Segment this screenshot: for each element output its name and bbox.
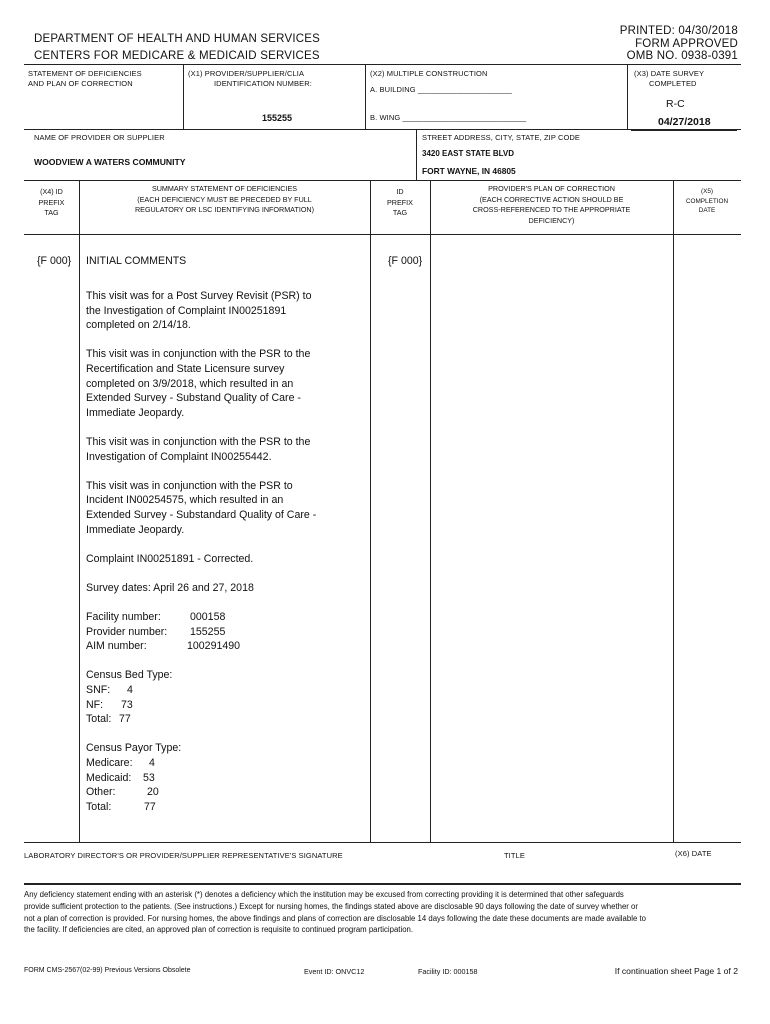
facility-id: Facility ID: 000158 xyxy=(418,967,478,976)
survey-completed-date: 04/27/2018 xyxy=(658,116,711,128)
payor-total-label: Total: xyxy=(86,800,112,813)
tag-prefix-left: {F 000} xyxy=(37,255,72,267)
aim-number-label: AIM number: xyxy=(86,640,147,653)
column-divider xyxy=(79,180,80,842)
provider-number-label: Provider number: xyxy=(86,625,168,638)
nf-value: 73 xyxy=(121,698,133,711)
divider xyxy=(183,64,184,129)
payor-total-value: 77 xyxy=(144,800,156,813)
medicaid-label: Medicaid: xyxy=(86,771,132,784)
building-label: A. BUILDING ______________________ xyxy=(370,85,512,94)
divider xyxy=(627,64,628,129)
facility-number-value: 000158 xyxy=(190,611,226,624)
snf-value: 4 xyxy=(127,684,133,697)
rule xyxy=(24,180,741,181)
id-numbers xyxy=(86,610,366,654)
omb-number: OMB NO. 0938-0391 xyxy=(626,50,738,62)
provider-name: WOODVIEW A WATERS COMMUNITY xyxy=(34,157,186,167)
rule xyxy=(24,234,741,235)
provider-number-value: 155255 xyxy=(190,625,226,638)
disclaimer: Any deficiency statement ending with an asterisk (*) denotes a deficiency which the institution may be excused from correcting providing it is determined that other safeguards provide sufficient protection to the patients. (See instructions.) Except for nursing homes, the findings stated above are disclosable 90 days following the date of survey whether or not a plan of correction is provided. For nursing homes, the above findings and plans of correction are disclosable 14 days following the date these documents are made available to the facility. If deficiencies are cited, an approved plan of correction is requisite to continued program participation. xyxy=(24,890,646,935)
provider-name-label: NAME OF PROVIDER OR SUPPLIER xyxy=(34,133,165,142)
address-label: STREET ADDRESS, CITY, STATE, ZIP CODE xyxy=(422,133,581,142)
signature-rule xyxy=(24,883,741,885)
nf-label: NF: xyxy=(86,698,104,711)
divider xyxy=(416,129,417,180)
section-heading: INITIAL COMMENTS xyxy=(86,255,187,267)
paragraph: This visit was in conjunction with the PSR to the Investigation of Complaint IN00255442. xyxy=(86,435,311,463)
census-bed-type xyxy=(86,668,366,726)
wing-label: B. WING _____________________________ xyxy=(370,113,527,122)
paragraph: This visit was in conjunction with the PSR to the Recertification and State Licensure survey completed on 3/9/2018, which resulted in an Extended Survey - Substand Quality of Care - Immediate Jeopardy. xyxy=(86,348,311,419)
signature-label: LABORATORY DIRECTOR'S OR PROVIDER/SUPPLIER REPRESENTATIVE'S SIGNATURE xyxy=(24,851,343,860)
x2-label: (X2) MULTIPLE CONSTRUCTION xyxy=(370,69,488,78)
column-divider xyxy=(430,180,431,842)
paragraph: Complaint IN00251891 - Corrected. xyxy=(86,552,254,565)
comments-body xyxy=(86,289,366,814)
title-label: TITLE xyxy=(504,851,525,860)
page-indicator: If continuation sheet Page 1 of 2 xyxy=(614,966,738,976)
medicaid-value: 53 xyxy=(143,771,155,784)
x5-header: (X5) COMPLETION DATE xyxy=(685,188,729,214)
x1-label-2: IDENTIFICATION NUMBER: xyxy=(214,79,312,88)
medicare-label: Medicare: xyxy=(86,757,133,769)
x3-label: (X3) DATE SURVEY xyxy=(634,69,705,78)
medicare-value: 4 xyxy=(149,757,155,769)
x4-header: (X4) ID PREFIX TAG xyxy=(38,187,65,217)
event-id: Event ID: ONVC12 xyxy=(304,967,365,976)
census-payor-title: Census Payor Type: xyxy=(86,742,182,755)
city-state-zip: FORT WAYNE, IN 46805 xyxy=(422,166,516,176)
census-bed-title: Census Bed Type: xyxy=(86,669,173,682)
agency-name: CENTERS FOR MEDICARE & MEDICAID SERVICES xyxy=(34,50,320,62)
provider-id-value: 155255 xyxy=(262,113,293,123)
printed-date: PRINTED: 04/30/2018 xyxy=(619,25,738,37)
snf-label: SNF: xyxy=(86,684,111,697)
bed-total-value: 77 xyxy=(119,713,131,726)
form-number: FORM CMS-2567(02-99) Previous Versions Obsolete xyxy=(24,967,191,974)
other-label: Other: xyxy=(86,786,116,799)
divider xyxy=(365,64,366,129)
bed-total-label: Total: xyxy=(86,713,112,726)
column-divider xyxy=(673,180,674,842)
plan-header: PROVIDER'S PLAN OF CORRECTION (EACH CORRECTIVE ACTION SHOULD BE CROSS-REFERENCED TO THE APPROPRIATE DEFICIENCY) xyxy=(472,184,631,225)
date-underline xyxy=(631,129,737,131)
rule xyxy=(24,64,741,65)
rule xyxy=(24,842,741,843)
column-divider xyxy=(370,180,371,842)
facility-number-label: Facility number: xyxy=(86,611,161,624)
department-name: DEPARTMENT OF HEALTH AND HUMAN SERVICES xyxy=(34,33,320,45)
date-label: (X6) DATE xyxy=(675,849,712,858)
x3-label-2: COMPLETED xyxy=(649,79,697,88)
other-value: 20 xyxy=(147,786,159,799)
form-approved: FORM APPROVED xyxy=(635,38,738,50)
street-address: 3420 EAST STATE BLVD xyxy=(422,149,515,158)
census-payor-type xyxy=(86,741,366,814)
summary-header: SUMMARY STATEMENT OF DEFICIENCIES (EACH DEFICIENCY MUST BE PRECEDED BY FULL REGULATORY OR LSC IDENTIFYING INFORMATION) xyxy=(134,184,315,214)
paragraph: This visit was for a Post Survey Revisit (PSR) to the Investigation of Complaint IN00251891 completed on 2/14/18. xyxy=(86,290,312,332)
statement-label: STATEMENT OF DEFICIENCIES AND PLAN OF CORRECTION xyxy=(28,69,142,88)
paragraph: This visit was in conjunction with the PSR to Incident IN00254575, which resulted in an Extended Survey - Substandard Quality of Care - Immediate Jeopardy. xyxy=(86,479,317,536)
x1-label: (X1) PROVIDER/SUPPLIER/CLIA xyxy=(188,69,305,78)
survey-code: R-C xyxy=(666,98,685,110)
id-prefix-header: ID PREFIX TAG xyxy=(387,187,413,217)
tag-prefix-right: {F 000} xyxy=(388,255,423,267)
paragraph: Survey dates: April 26 and 27, 2018 xyxy=(86,581,254,594)
aim-number-value: 100291490 xyxy=(187,640,241,653)
